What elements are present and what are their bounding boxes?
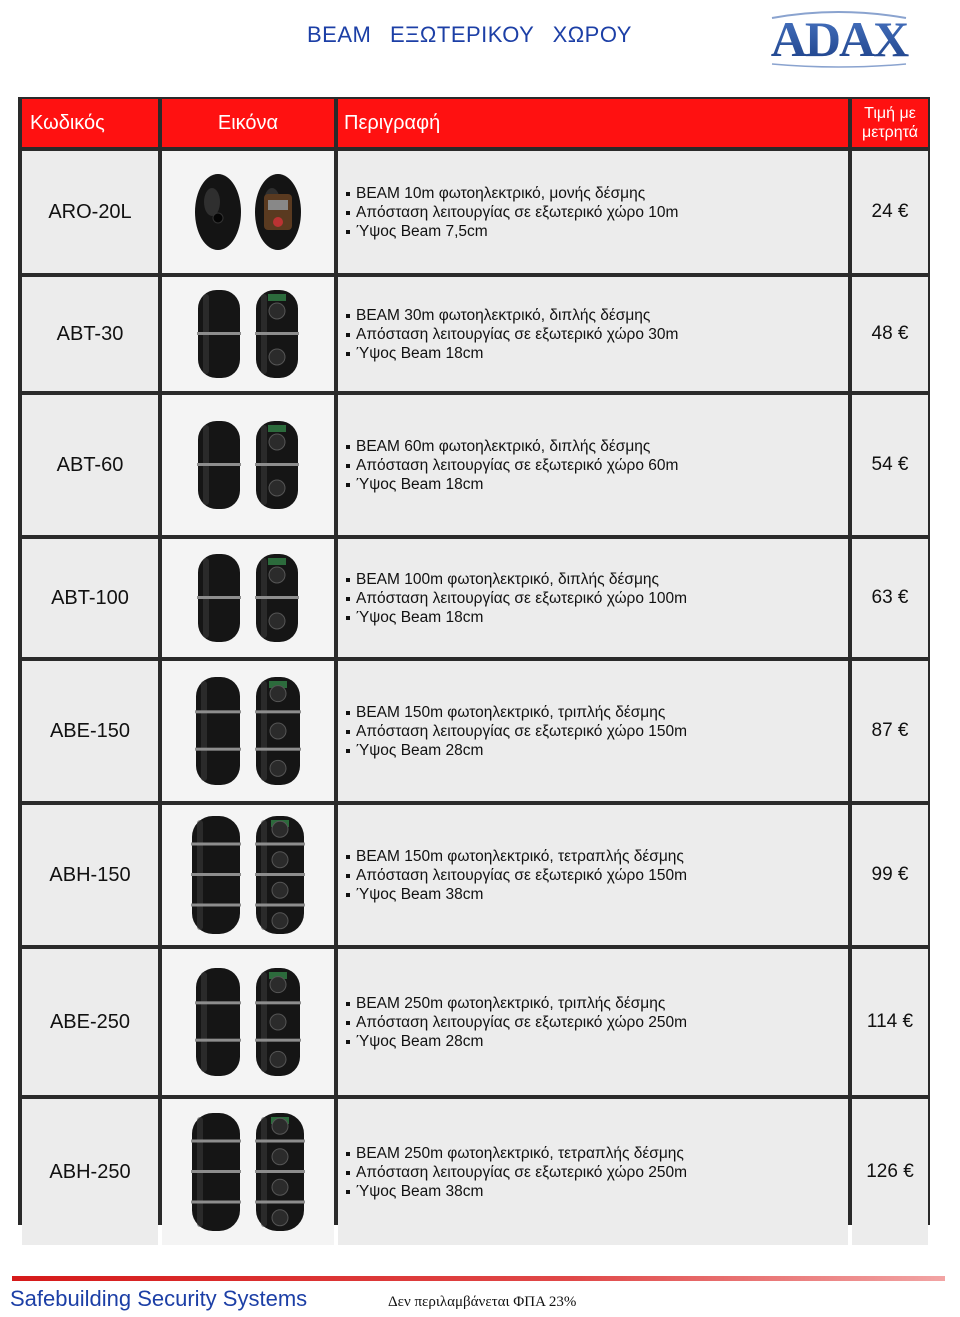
header-image: Εικόνα <box>162 99 334 147</box>
sensor-transmitter-icon <box>193 966 243 1078</box>
description-list <box>346 703 687 760</box>
description-line: Απόσταση λειτουργίας σε εξωτερικό χώρο 150m <box>346 722 687 741</box>
description-line: BEAM 150m φωτοηλεκτρικό, τετραπλής δέσμης <box>346 847 687 866</box>
sensor-transmitter-icon <box>195 419 243 511</box>
description-list <box>346 994 687 1051</box>
product-price: 24 € <box>852 151 928 273</box>
description-line: BEAM 100m φωτοηλεκτρικό, διπλής δέσμης <box>346 570 687 589</box>
product-code: ABE-250 <box>22 949 158 1095</box>
sensor-receiver-icon <box>253 966 303 1078</box>
description-line: Ύψος Beam 28cm <box>346 741 687 760</box>
oval-photoelectric-sensor-icon <box>162 151 334 273</box>
sensor-receiver-icon <box>253 288 301 380</box>
product-description <box>338 151 848 273</box>
sensor-receiver-icon <box>253 1111 307 1233</box>
product-description <box>338 949 848 1095</box>
sensor-transmitter-icon <box>195 552 243 644</box>
product-code: ABT-60 <box>22 395 158 535</box>
triple-beam-sensor-icon <box>162 661 334 801</box>
sensor-transmitter-icon <box>193 172 243 252</box>
description-line: BEAM 250m φωτοηλεκτρικό, τετραπλής δέσμης <box>346 1144 687 1163</box>
sensor-transmitter-icon <box>195 288 243 380</box>
description-line: Απόσταση λειτουργίας σε εξωτερικό χώρο 60m <box>346 456 678 475</box>
adax-logo-graphic <box>768 4 910 70</box>
price-table <box>18 97 930 1225</box>
dual-beam-sensor-icon <box>162 395 334 535</box>
product-price: 48 € <box>852 277 928 391</box>
description-line: Απόσταση λειτουργίας σε εξωτερικό χώρο 150m <box>346 866 687 885</box>
description-list <box>346 437 678 494</box>
description-line: Απόσταση λειτουργίας σε εξωτερικό χώρο 250m <box>346 1013 687 1032</box>
product-description <box>338 539 848 657</box>
description-line: Ύψος Beam 18cm <box>346 475 678 494</box>
product-price: 114 € <box>852 949 928 1095</box>
description-list <box>346 847 687 904</box>
description-line: Απόσταση λειτουργίας σε εξωτερικό χώρο 30m <box>346 325 678 344</box>
sensor-receiver-icon <box>253 675 303 787</box>
header-description: Περιγραφή <box>338 99 848 147</box>
description-line: BEAM 60m φωτοηλεκτρικό, διπλής δέσμης <box>346 437 678 456</box>
description-line: Ύψος Beam 18cm <box>346 344 678 363</box>
product-price: 54 € <box>852 395 928 535</box>
sensor-transmitter-icon <box>189 814 243 936</box>
description-line: Απόσταση λειτουργίας σε εξωτερικό χώρο 250m <box>346 1163 687 1182</box>
header-price: Τιμή με μετρητά <box>852 99 928 147</box>
product-code: ABH-250 <box>22 1099 158 1245</box>
product-description <box>338 277 848 391</box>
description-line: BEAM 10m φωτοηλεκτρικό, μονής δέσμης <box>346 184 678 203</box>
description-line: Ύψος Beam 28cm <box>346 1032 687 1051</box>
product-code: ABT-30 <box>22 277 158 391</box>
description-line: BEAM 30m φωτοηλεκτρικό, διπλής δέσμης <box>346 306 678 325</box>
product-code: ABT-100 <box>22 539 158 657</box>
sensor-transmitter-icon <box>193 675 243 787</box>
description-line: Ύψος Beam 38cm <box>346 1182 687 1201</box>
description-line: BEAM 150m φωτοηλεκτρικό, τριπλής δέσμης <box>346 703 687 722</box>
product-description <box>338 805 848 945</box>
footer-company: Safebuilding Security Systems <box>10 1286 308 1311</box>
header-code: Κωδικός <box>22 99 158 147</box>
product-price: 63 € <box>852 539 928 657</box>
triple-beam-sensor-icon <box>162 949 334 1095</box>
description-line: Ύψος Beam 38cm <box>346 885 687 904</box>
product-code: ABE-150 <box>22 661 158 801</box>
product-description <box>338 395 848 535</box>
product-price: 87 € <box>852 661 928 801</box>
description-list <box>346 306 678 363</box>
product-description <box>338 1099 848 1245</box>
product-code: ARO-20L <box>22 151 158 273</box>
description-line: Απόσταση λειτουργίας σε εξωτερικό χώρο 100m <box>346 589 687 608</box>
dual-beam-sensor-icon <box>162 539 334 657</box>
description-line: Ύψος Beam 7,5cm <box>346 222 678 241</box>
sensor-transmitter-icon <box>189 1111 243 1233</box>
description-line: Απόσταση λειτουργίας σε εξωτερικό χώρο 10m <box>346 203 678 222</box>
sensor-receiver-icon <box>253 172 303 252</box>
product-price: 99 € <box>852 805 928 945</box>
sensor-receiver-icon <box>253 552 301 644</box>
footer-divider <box>12 1276 945 1281</box>
product-price: 126 € <box>852 1099 928 1245</box>
page-title: BEAM ΕΞΩΤΕΡΙΚΟΥ ΧΩΡΟΥ <box>307 22 632 47</box>
description-list <box>346 1144 687 1201</box>
description-list <box>346 570 687 627</box>
product-code: ABH-150 <box>22 805 158 945</box>
sensor-receiver-icon <box>253 419 301 511</box>
description-line: BEAM 250m φωτοηλεκτρικό, τριπλής δέσμης <box>346 994 687 1013</box>
product-description <box>338 661 848 801</box>
sensor-receiver-icon <box>253 814 307 936</box>
quad-beam-sensor-icon <box>162 1099 334 1245</box>
description-line: Ύψος Beam 18cm <box>346 608 687 627</box>
adax-logo <box>768 4 910 70</box>
logo-text: ADAX <box>770 11 908 67</box>
footer-vat-note: Δεν περιλαμβάνεται ΦΠΑ 23% <box>388 1294 577 1310</box>
description-list <box>346 184 678 241</box>
quad-beam-sensor-icon <box>162 805 334 945</box>
dual-beam-sensor-icon <box>162 277 334 391</box>
